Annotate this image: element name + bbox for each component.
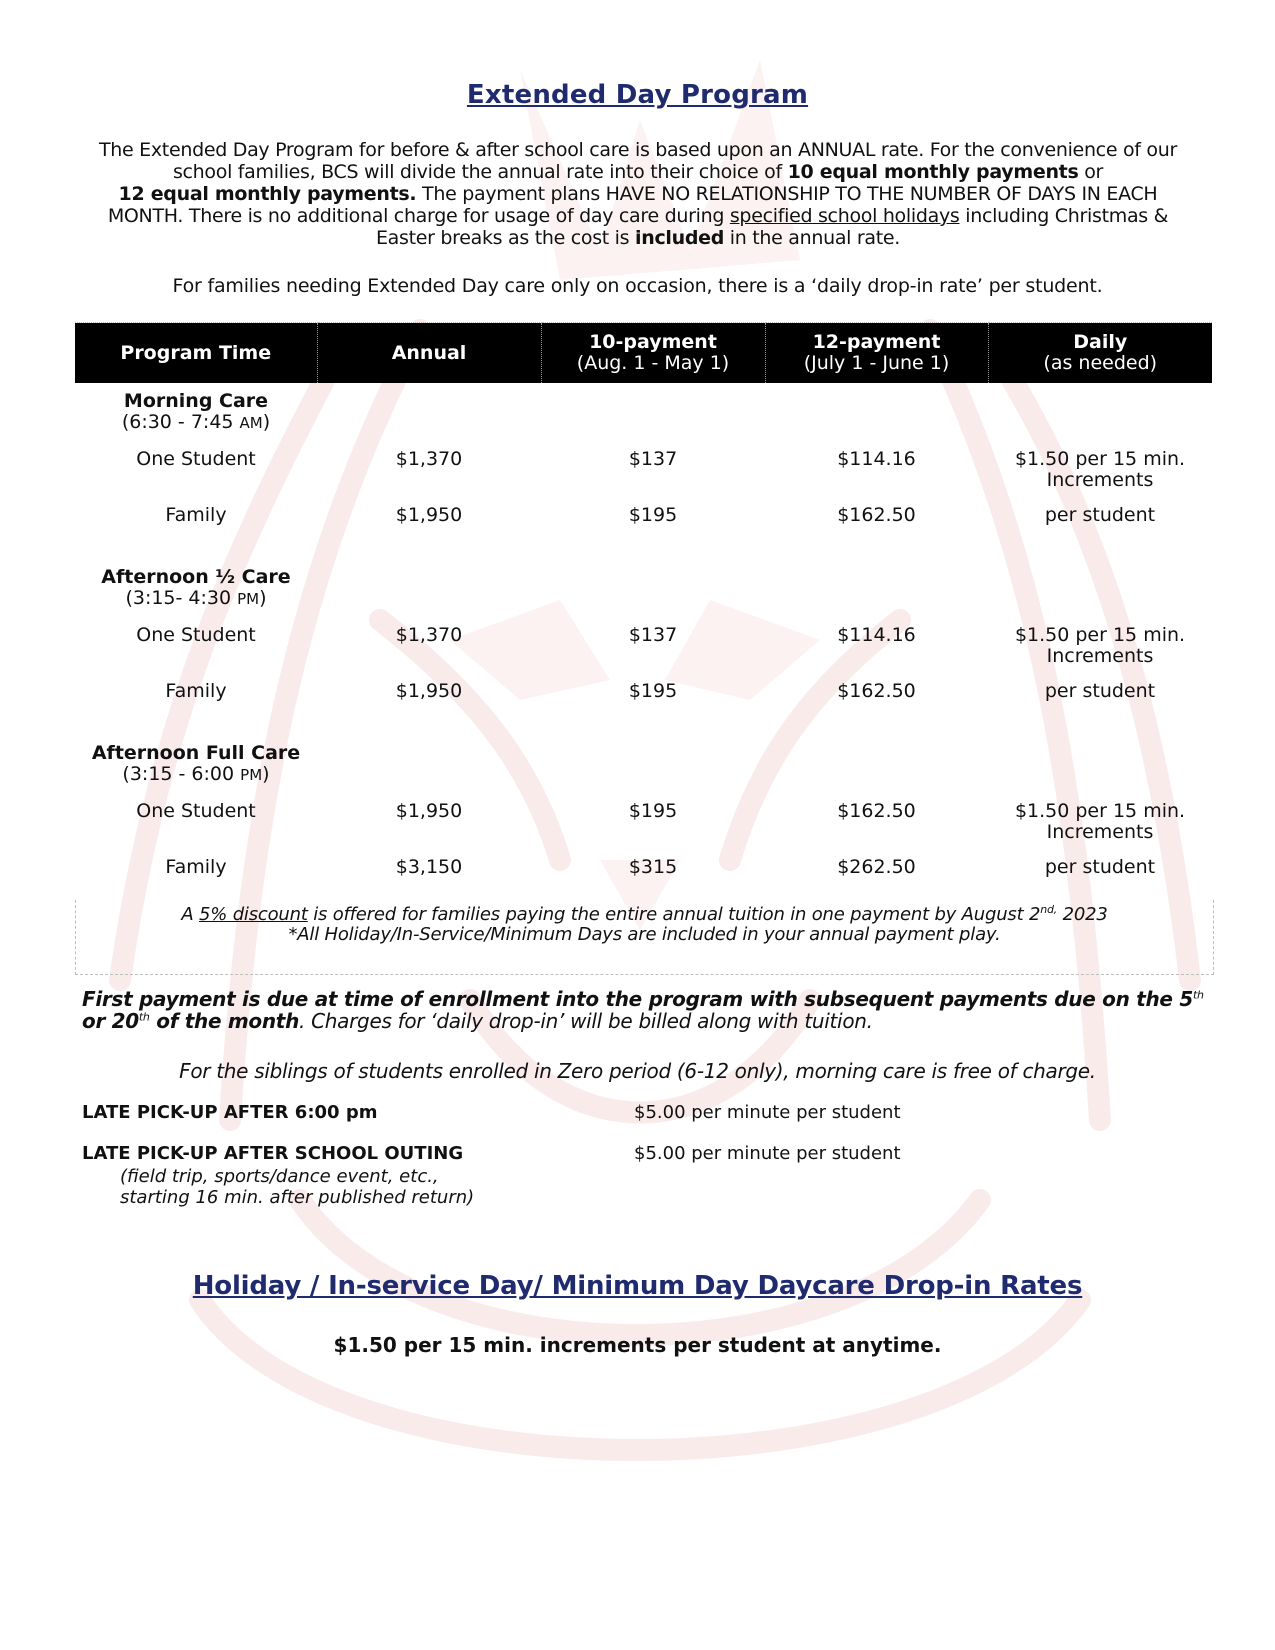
- first-payment-note: First payment is due at time of enrollment into the program with subsequent payments due on the 5th or 20th of the month. Charges for ‘daily drop-in’ will be billed along with tuition.: [82, 987, 1204, 1033]
- group-label: Afternoon Full Care (3:15 - 6:00 PM): [91, 742, 301, 785]
- row-label: One Student: [136, 448, 256, 470]
- table-row: [75, 623, 1212, 679]
- annual-cell: $1,950: [395, 504, 463, 526]
- late-pickup-rate: $5.00 per minute per student: [634, 1102, 901, 1123]
- intro-underline-holidays: specified school holidays: [729, 205, 960, 227]
- holiday-rate-text: $1.50 per 15 min. increments per student at anytime.: [333, 1333, 942, 1357]
- discount-note-box: [75, 900, 1214, 975]
- page-title: Extended Day Program: [466, 80, 809, 110]
- annual-cell: $1,950: [395, 680, 463, 702]
- intro-text: or: [1078, 161, 1104, 183]
- daily-cell: per student: [1044, 856, 1156, 878]
- header-12-payment: 12-payment (July 1 - June 1): [765, 323, 988, 384]
- group-row-afternoon-full-care: [75, 735, 1212, 799]
- ten-payment-cell: $195: [628, 504, 678, 526]
- table-header-row: [75, 323, 1212, 384]
- daily-cell: $1.50 per 15 min. Increments: [1014, 800, 1186, 843]
- header-daily: Daily (as needed): [988, 323, 1212, 384]
- intro-bold-10-payments: 10 equal monthly payments: [787, 161, 1079, 183]
- outing-note: (field trip, sports/dance event, etc., starting 16 min. after published return): [120, 1166, 475, 1208]
- group-label: Afternoon ½ Care (3:15- 4:30 PM): [101, 566, 291, 609]
- row-label: One Student: [136, 800, 256, 822]
- row-label: Family: [165, 856, 227, 878]
- intro-text: in the annual rate.: [724, 227, 901, 249]
- rates-table: [75, 322, 1212, 911]
- included-days-line: *All Holiday/In-Service/Minimum Days are included in your annual payment play.: [288, 924, 1001, 945]
- discount-underline: 5% discount: [199, 904, 308, 925]
- holiday-rates-title: Holiday / In-service Day/ Minimum Day Daycare Drop-in Rates: [192, 1271, 1083, 1301]
- table-row: [75, 799, 1212, 855]
- group-label: Morning Care (6:30 - 7:45 AM): [121, 390, 271, 433]
- daily-cell: per student: [1044, 680, 1156, 702]
- annual-cell: $3,150: [395, 856, 463, 878]
- discount-line: A 5% discount is offered for families paying the entire annual tuition in one payment by August $2^{nd,}$ 2023: [181, 903, 1108, 925]
- ten-payment-cell: $195: [628, 800, 678, 822]
- table-row: [75, 679, 1212, 735]
- twelve-payment-cell: $162.50: [837, 504, 916, 526]
- intro-text: The payment plans HAVE NO RELATIONSHIP TO THE NUMBER OF DAYS IN EACH MONTH. There is no additional charge for usage of day care during: [107, 183, 1158, 227]
- table-row: [75, 447, 1212, 503]
- daily-cell: $1.50 per 15 min. Increments: [1014, 624, 1186, 667]
- table-row: [75, 503, 1212, 559]
- header-annual: Annual: [317, 323, 541, 384]
- intro-bold-12-payments: 12 equal monthly payments.: [118, 183, 417, 205]
- intro-text: The Extended Day Program for before & after school care is based upon an ANNUAL rate. For the convenience of our school families, BCS will divide the annual rate into their choice of: [98, 139, 1177, 183]
- late-outing-rate: $5.00 per minute per student: [634, 1143, 901, 1164]
- ten-payment-cell: $137: [628, 448, 678, 470]
- late-pickup-label: LATE PICK-UP AFTER 6:00 pm: [82, 1102, 378, 1123]
- row-label: Family: [165, 680, 227, 702]
- siblings-note: For the siblings of students enrolled in Zero period (6-12 only), morning care is free of charge.: [179, 1059, 1096, 1083]
- daily-dropin-note: For families needing Extended Day care only on occasion, there is a ‘daily drop-in rate’ per student.: [172, 275, 1103, 297]
- ten-payment-cell: $315: [628, 856, 678, 878]
- daily-cell: per student: [1044, 504, 1156, 526]
- ten-payment-cell: $195: [628, 680, 678, 702]
- annual-cell: $1,370: [395, 448, 463, 470]
- row-label: One Student: [136, 624, 256, 646]
- twelve-payment-cell: $162.50: [837, 800, 916, 822]
- annual-cell: $1,950: [395, 800, 463, 822]
- twelve-payment-cell: $114.16: [837, 624, 916, 646]
- header-program-time: Program Time: [75, 323, 317, 384]
- twelve-payment-cell: $114.16: [837, 448, 916, 470]
- twelve-payment-cell: $262.50: [837, 856, 916, 878]
- twelve-payment-cell: $162.50: [837, 680, 916, 702]
- annual-cell: $1,370: [395, 624, 463, 646]
- late-outing-label: LATE PICK-UP AFTER SCHOOL OUTING: [82, 1143, 464, 1164]
- group-row-morning-care: [75, 383, 1212, 447]
- intro-paragraph: [88, 139, 1188, 249]
- daily-cell: $1.50 per 15 min. Increments: [1014, 448, 1186, 491]
- intro-text: including Christmas & Easter breaks as the cost is: [375, 205, 1169, 249]
- ten-payment-cell: $137: [628, 624, 678, 646]
- intro-bold-included: included: [635, 227, 725, 249]
- group-row-afternoon-half-care: [75, 559, 1212, 623]
- header-10-payment: 10-payment (Aug. 1 - May 1): [541, 323, 765, 384]
- row-label: Family: [165, 504, 227, 526]
